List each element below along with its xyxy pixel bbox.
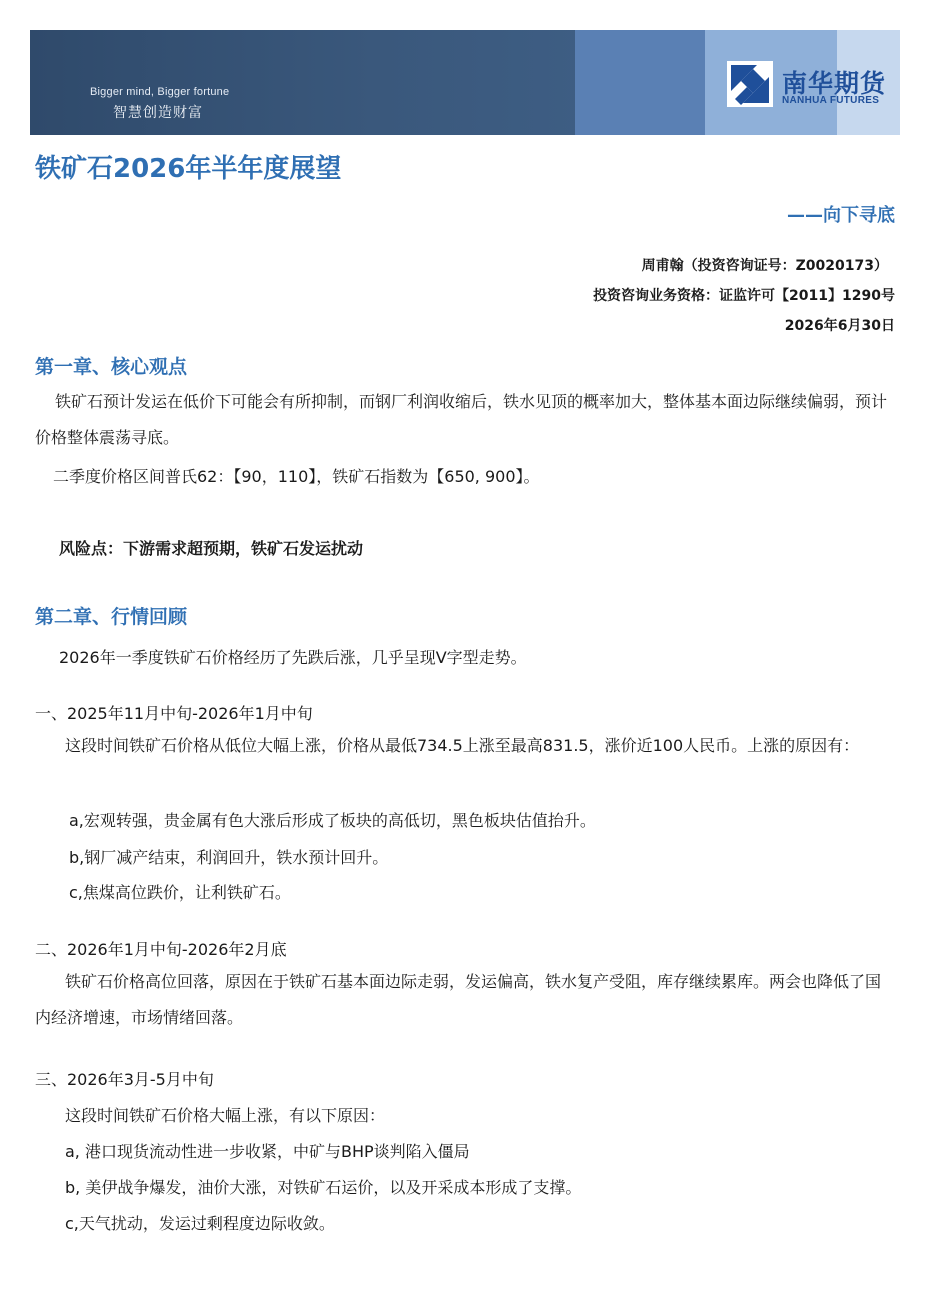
nanhua-logo-icon [727, 61, 773, 107]
report-date: 2026年6月30日 [784, 318, 895, 334]
chapter2-heading: 第二章、行情回顾 [35, 606, 188, 628]
report-title: 铁矿石2026年半年度展望 [35, 154, 342, 184]
list-item: b, 美伊战争爆发，油价大涨，对铁矿石运价，以及开采成本形成了支撑。 [65, 1178, 582, 1197]
report-subtitle: ——向下寻底 [787, 205, 895, 226]
header-banner [30, 30, 900, 135]
author-line: 周甫翰（投资咨询证号：Z0020173） [641, 258, 888, 274]
section-heading: 二、2026年1月中旬-2026年2月底 [35, 940, 287, 959]
slogan-en: Bigger mind, Bigger fortune [90, 86, 230, 98]
section-heading: 三、2026年3月-5月中旬 [35, 1070, 214, 1089]
section-heading: 一、2025年11月中旬-2026年1月中旬 [35, 704, 313, 723]
section-body: 铁矿石价格高位回落，原因在于铁矿石基本面边际走弱，发运偏高，铁水复产受阻，库存继续累库。两会也降低了国内经济增速，市场情绪回落。 [35, 972, 882, 1027]
section-body: 这段时间铁矿石价格大幅上涨，有以下原因： [65, 1106, 386, 1125]
list-item: a, 港口现货流动性进一步收紧，中矿与BHP谈判陷入僵局 [65, 1142, 470, 1161]
logo-name-en: NANHUA FUTURES [782, 95, 880, 106]
list-item: c,天气扰动，发运过剩程度边际收敛。 [65, 1214, 335, 1233]
logo-name-cn: 南华期货 [782, 69, 887, 98]
price-range-line: 二季度价格区间普氏62：【90，110】，铁矿石指数为【650, 900】。 [53, 467, 540, 486]
chapter2-intro: 2026年一季度铁矿石价格经历了先跌后涨，几乎呈现V字型走势。 [59, 648, 527, 667]
slogan-cn: 智慧创造财富 [113, 105, 203, 121]
qualification-line: 投资咨询业务资格：证监许可【2011】1290号 [593, 288, 895, 304]
risk-points: 风险点：下游需求超预期，铁矿石发运扰动 [59, 539, 364, 558]
chapter1-heading: 第一章、核心观点 [35, 356, 188, 378]
chapter1-paragraph: 铁矿石预计发运在低价下可能会有所抑制，而钢厂利润收缩后，铁水见顶的概率加大，整体基本面边际继续偏弱，预计价格整体震荡寻底。 [35, 392, 888, 447]
list-item: c,焦煤高位跌价，让利铁矿石。 [69, 883, 291, 902]
list-item: a,宏观转强，贵金属有色大涨后形成了板块的高低切，黑色板块估值抬升。 [69, 811, 596, 830]
banner-panel [575, 30, 705, 135]
section-body: 这段时间铁矿石价格从低位大幅上涨，价格从最低734.5上涨至最高831.5，涨价近100人民币。上涨的原因有： [65, 736, 860, 755]
list-item: b,钢厂减产结束，利润回升，铁水预计回升。 [69, 848, 389, 867]
